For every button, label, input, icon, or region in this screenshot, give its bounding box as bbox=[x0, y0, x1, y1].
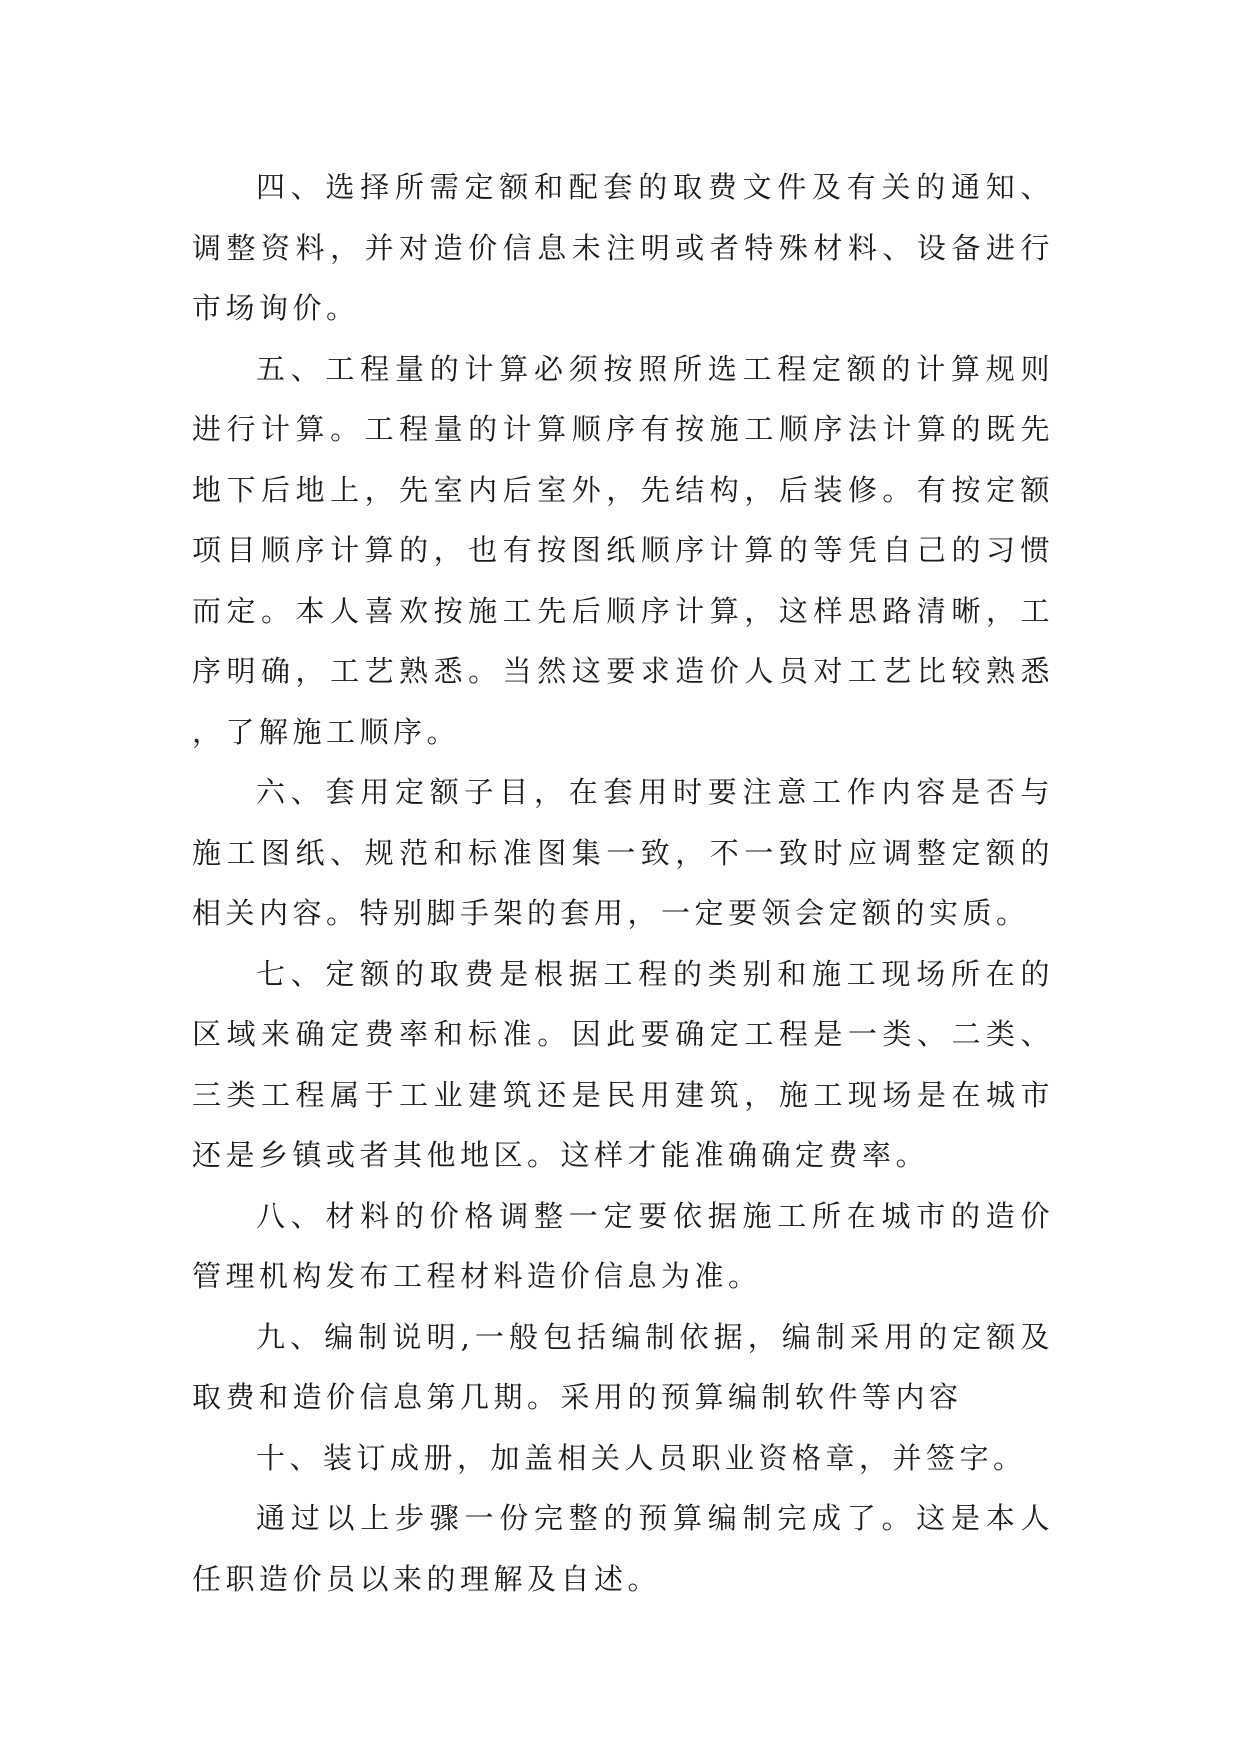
paragraph-step-6: 六、套用定额子目，在套用时要注意工作内容是否与施工图纸、规范和标准图集一致，不一致时应调整定额的相关内容。特别脚手架的套用，一定要领会定额的实质。 bbox=[192, 775, 1054, 930]
paragraph-step-9: 九、编制说明,一般包括编制依据，编制采用的定额及取费和造价信息第几期。采用的预算编制软件等内容 bbox=[192, 1319, 1054, 1414]
paragraph-step-10: 十、装订成册，加盖相关人员职业资格章，并签字。 bbox=[256, 1440, 1027, 1475]
paragraph-conclusion: 通过以上步骤一份完整的预算编制完成了。这是本人任职造价员以来的理解及自述。 bbox=[192, 1501, 1054, 1596]
paragraph-step-4: 四、选择所需定额和配套的取费文件及有关的通知、调整资料，并对造价信息未注明或者特殊材料、设备进行市场询价。 bbox=[192, 170, 1054, 325]
paragraph-step-5: 五、工程量的计算必须按照所选工程定额的计算规则进行计算。工程量的计算顺序有按施工顺序法计算的既先地下后地上，先室内后室外，先结构，后装修。有按定额项目顺序计算的，也有按图纸顺序计算的等凭自己的习惯而定。本人喜欢按施工先后顺序计算，这样思路清晰，工序明确，工艺熟悉。当然这要求造价人员对工艺比较熟悉，了解施工顺序。 bbox=[192, 351, 1054, 749]
paragraph-step-8: 八、材料的价格调整一定要依据施工所在城市的造价管理机构发布工程材料造价信息为准。 bbox=[192, 1198, 1054, 1293]
document-body bbox=[192, 157, 1054, 1609]
paragraph-step-7: 七、定额的取费是根据工程的类别和施工现场所在的区域来确定费率和标准。因此要确定工程是一类、二类、三类工程属于工业建筑还是民用建筑，施工现场是在城市还是乡镇或者其他地区。这样才能准确确定费率。 bbox=[192, 956, 1054, 1172]
